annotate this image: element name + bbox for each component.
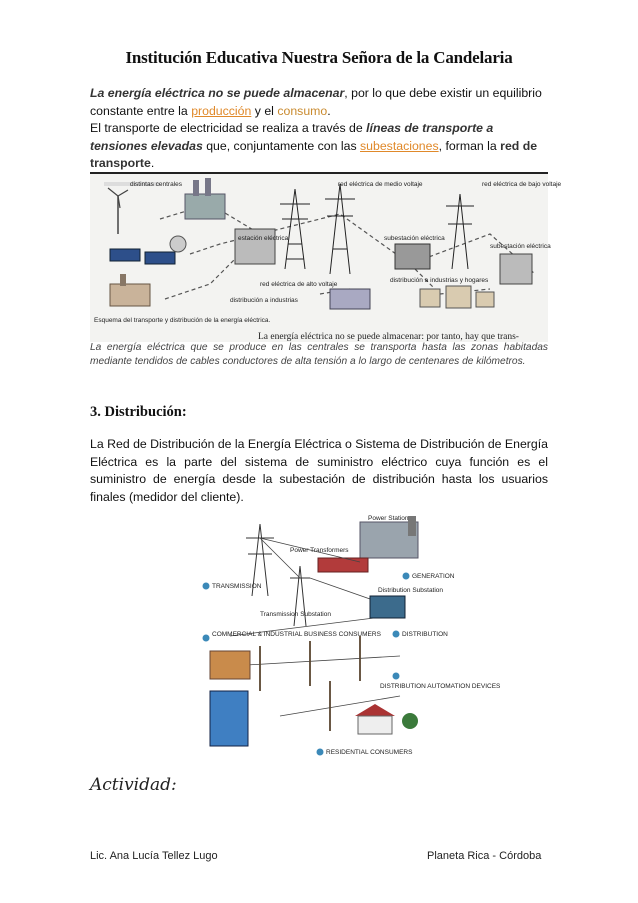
label-subestacion-1: subestación eléctrica <box>384 235 445 242</box>
label-power-transformers: Power Transformers <box>290 547 349 554</box>
footer-author: Lic. Ana Lucía Tellez Lugo <box>90 850 218 862</box>
wind-turbine-icon <box>108 188 128 234</box>
label-banner: La energía eléctrica no se puede almacenar: por tanto, hay que trans- <box>258 332 519 342</box>
distribution-paragraph: La Red de Distribución de la Energía Eléctrica o Sistema de Distribución de Energía Eléctrica es la parte del sistema de suministro eléctrico cuya función es el suministro de energía desde la subestación de distribución hasta los usuarios finales (medidor del cliente). <box>90 437 548 504</box>
intro-text-5: que, conjuntamente con las <box>202 138 361 153</box>
label-subestacion-2: subestación eléctrica <box>490 243 551 250</box>
label-power-station: Power Station <box>368 515 409 522</box>
section-title: 3. Distribución: <box>90 404 187 420</box>
label-esquema: Esquema del transporte y distribución de la energía eléctrica. <box>94 317 271 324</box>
link-subestaciones[interactable]: subestaciones <box>360 138 439 153</box>
label-residential: RESIDENTIAL CONSUMERS <box>326 749 413 756</box>
figure1-caption: La energía eléctrica que se produce en las centrales se transporta hasta las zonas habitadas mediante tendidos de cables conductores de alta tensión a lo largo de centenares de kilómetros. <box>90 342 548 367</box>
activity-heading: Actividad: <box>90 775 177 795</box>
label-transmission: TRANSMISSION <box>212 583 262 590</box>
intro-text-2: y el <box>251 103 278 118</box>
label-centrales: distintas centrales <box>130 181 183 188</box>
intro-bold-statement: La energía eléctrica no se puede almacenar <box>90 86 345 100</box>
distribution-diagram-image <box>200 515 501 764</box>
label-estacion: estación eléctrica <box>238 235 289 242</box>
label-automation: DISTRIBUTION AUTOMATION DEVICES <box>380 683 501 690</box>
link-consumo[interactable]: consumo <box>277 103 328 118</box>
intro-text-1: , por lo que debe existir un equilibrio constante entre la <box>90 86 542 118</box>
label-generation: GENERATION <box>412 573 455 580</box>
intro-text-6: , forman la <box>438 138 501 153</box>
intro-text-7: . <box>150 156 155 170</box>
link-produccion[interactable]: producción <box>191 103 252 118</box>
label-bajo: red eléctrica de bajo voltaje <box>482 181 562 188</box>
intro-text-4: El transporte de electricidad se realiza a través de <box>90 121 367 135</box>
label-commercial: COMMERCIAL & INDUSTRIAL BUSINESS CONSUMERS <box>212 631 381 638</box>
transport-diagram-image <box>90 172 562 342</box>
label-medio: red eléctrica de medio voltaje <box>338 181 423 188</box>
footer-location: Planeta Rica - Córdoba <box>427 850 542 862</box>
intro-bold-lineas: líneas de transporte a tensiones elevadas <box>90 121 494 153</box>
label-distribucion: distribución a industrias <box>230 297 298 304</box>
label-transmission-sub: Transmission Substation <box>260 611 331 618</box>
intro-text-3: . <box>327 103 331 118</box>
institution-title: Institución Educativa Nuestra Señora de la Candelaria <box>125 48 513 67</box>
label-distribution-sub: Distribution Substation <box>378 587 444 594</box>
intro-text <box>90 85 550 173</box>
pylon-icons <box>280 184 474 274</box>
label-alto: red eléctrica de alto voltaje <box>260 281 338 288</box>
label-distribucion-ind: distribución a industrias y hogares <box>390 277 489 284</box>
intro-bold-red: red de transporte <box>90 138 538 170</box>
label-distribution: DISTRIBUTION <box>402 631 448 638</box>
